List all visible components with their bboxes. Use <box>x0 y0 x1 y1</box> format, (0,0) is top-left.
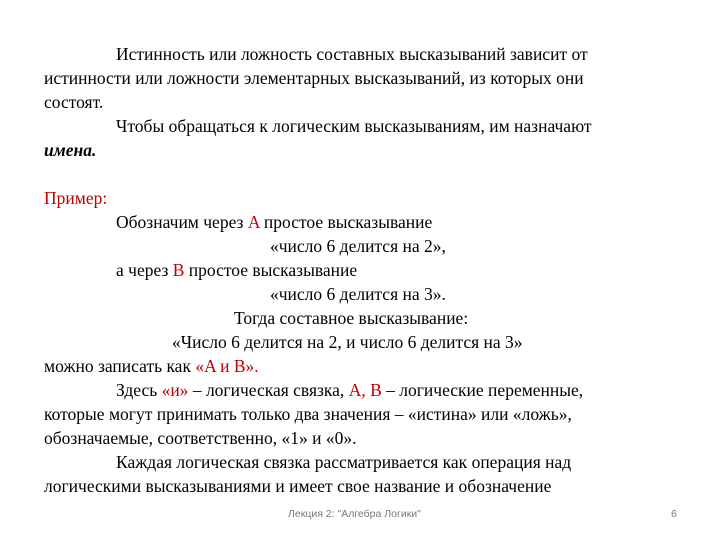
example-heading: Пример: <box>44 188 108 208</box>
footer-lecture-title: Лекция 2: "Алгебра Логики" <box>288 508 421 520</box>
text-line <box>44 258 357 282</box>
text-line: Каждая логическая связка рассматривается как операция над <box>116 452 572 472</box>
quote-statement-a: «число 6 делится на 2», <box>270 236 446 256</box>
page-number: 6 <box>671 508 677 520</box>
variable-a: A <box>247 212 260 232</box>
expression-a-and-b: «A и B». <box>195 356 259 376</box>
text-fragment: а через <box>116 260 173 280</box>
connective-and: «и» <box>161 380 189 400</box>
text-fragment: Обозначим через <box>116 212 248 232</box>
text-line <box>44 210 432 234</box>
text-fragment: – логическая связка, <box>188 380 349 400</box>
compound-statement: «Число 6 делится на 2, и число 6 делится на 3» <box>172 332 523 352</box>
text-fragment: можно записать как <box>44 356 196 376</box>
emphasis-names: имена. <box>44 140 97 160</box>
text-fragment: Здесь <box>116 380 162 400</box>
quote-statement-b: «число 6 делится на 3». <box>270 284 446 304</box>
text-line <box>44 354 259 378</box>
variable-b: B <box>172 260 185 280</box>
text-line: логическими высказываниями и имеет свое название и обозначение <box>44 476 552 496</box>
text-line: истинности или ложности элементарных высказываний, из которых они <box>44 68 584 88</box>
text-fragment: – логические переменные, <box>381 380 584 400</box>
text-line: Тогда составное высказывание: <box>234 308 469 328</box>
text-line: состоят. <box>44 92 104 112</box>
text-line <box>44 378 583 402</box>
variables-a-b: A, B <box>348 380 382 400</box>
text-line: Чтобы обращаться к логическим высказываниям, им назначают <box>116 116 592 136</box>
text-fragment: простое высказывание <box>259 212 433 232</box>
text-line: которые могут принимать только два значения – «истина» или «ложь», <box>44 404 572 424</box>
text-line: Истинность или ложность составных высказываний зависит от <box>116 44 588 64</box>
text-fragment: простое высказывание <box>184 260 358 280</box>
text-line: обозначаемые, соответственно, «1» и «0». <box>44 428 357 448</box>
